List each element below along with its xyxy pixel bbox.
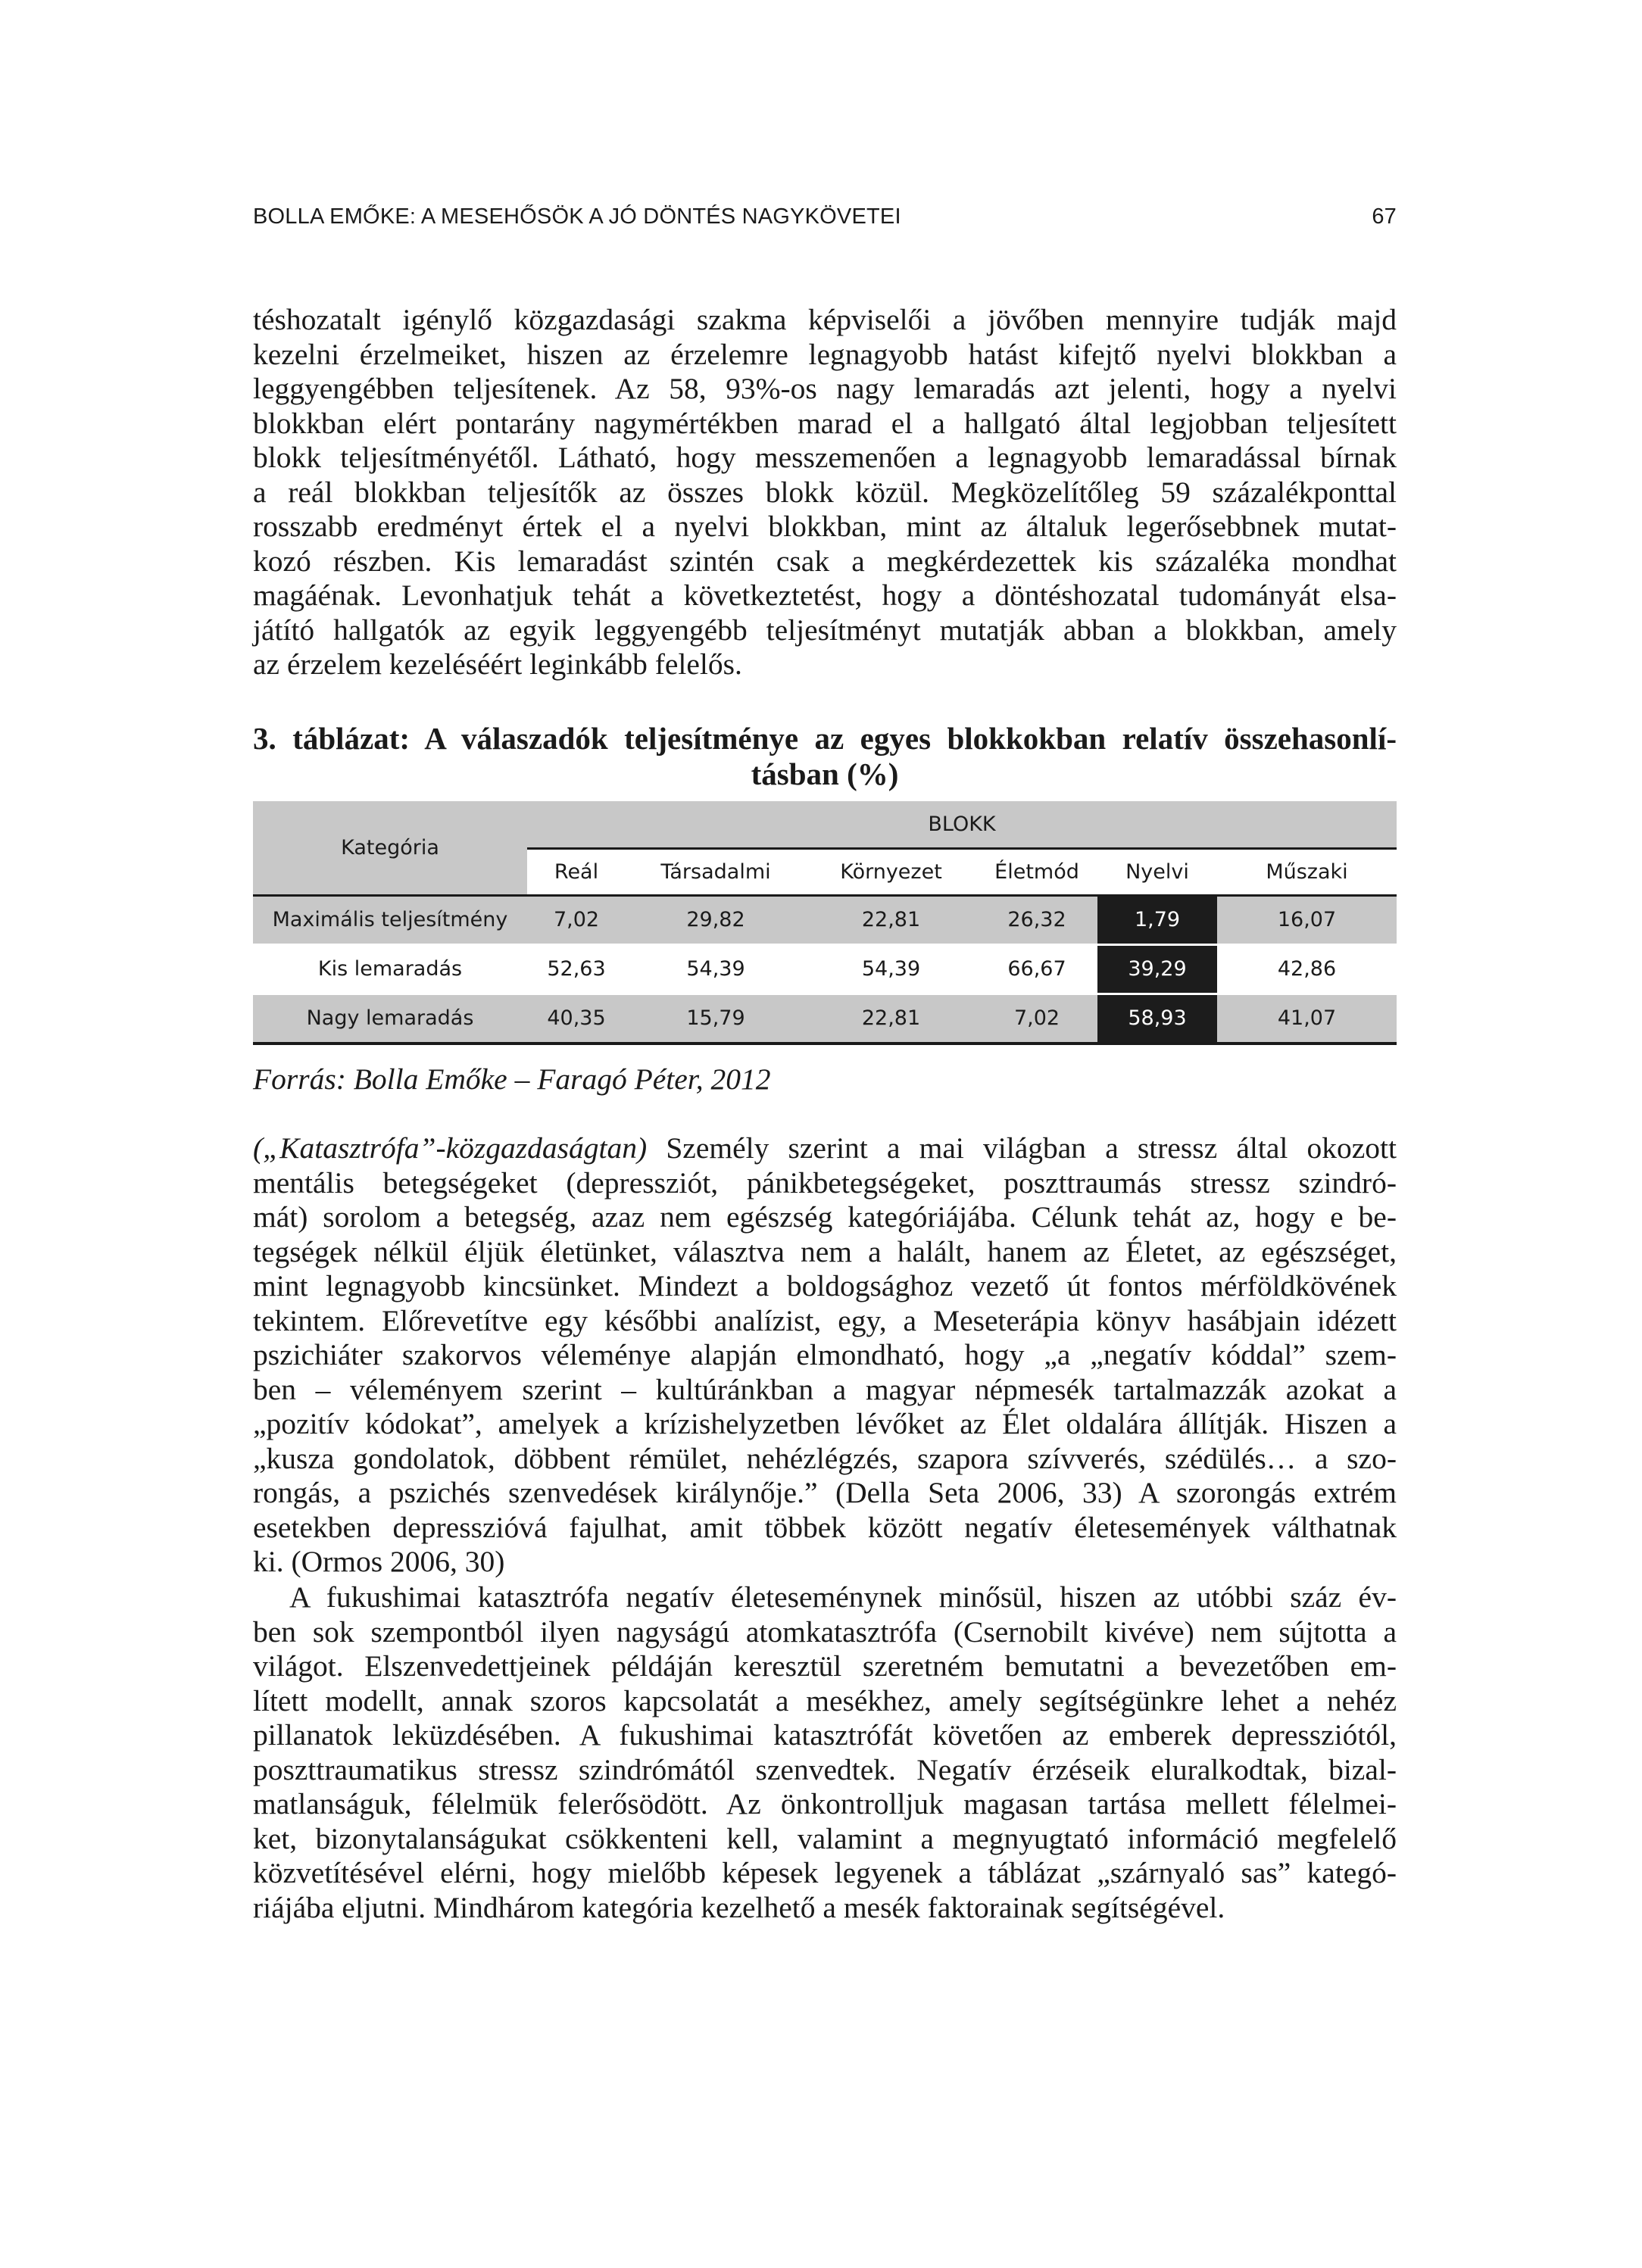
text-line: leggyengébben teljesítenek. Az 58, 93%-os nagy lemaradás azt jelenti, hogy a nyelvi: [253, 372, 1397, 405]
column-header-real: Reál: [527, 848, 626, 895]
text-line: a reál blokkban teljesítők az összes blokk közül. Megközelítőleg 59 százalékponttal: [253, 475, 1397, 509]
table-caption: [253, 721, 1397, 792]
text-line: mát) sorolom a betegség, azaz nem egészség kategóriájába. Célunk tehát az, hogy e be-: [253, 1200, 1397, 1234]
table-cell: 42,86: [1217, 944, 1397, 994]
table-cell: 41,07: [1217, 994, 1397, 1044]
text-line: közvetítésével elérni, hogy mielőbb képesek legyenek a táblázat „szárnyaló sas” kategó-: [253, 1856, 1397, 1889]
text-line: rongás, a pszichés szenvedések királynője.” (Della Seta 2006, 33) A szorongás extrém: [253, 1476, 1397, 1509]
column-header-eletmod: Életmód: [976, 848, 1097, 895]
text-line: „kusza gondolatok, döbbent rémület, nehézlégzés, szapora szívverés, szédülés… a szo-: [253, 1441, 1397, 1475]
table-cell: 16,07: [1217, 895, 1397, 944]
table-source: Forrás: Bolla Emőke – Faragó Péter, 2012: [253, 1062, 771, 1096]
table-caption-line-2: tásban (%): [751, 757, 899, 791]
text-line: téshozatalt igénylő közgazdasági szakma képviselői a jövőben mennyire tudják majd: [253, 303, 1397, 336]
paragraph-1: [253, 303, 1397, 682]
page-number: 67: [1372, 204, 1397, 229]
table-row: [253, 895, 1397, 944]
table-cell: 54,39: [806, 944, 976, 994]
text-line: pszichiáter szakorvos véleménye alapján elmondható, hogy „a „negatív kóddal” szem-: [253, 1338, 1397, 1371]
table-row: [253, 944, 1397, 994]
table-cell: 52,63: [527, 944, 626, 994]
table-caption-line-1: 3. táblázat: A válaszadók teljesítménye az egyes blokkokban relatív összehasonlí-: [253, 721, 1397, 756]
table-cell: 40,35: [527, 994, 626, 1044]
text-line: kozó részben. Kis lemaradást szintén csak a megkérdezettek kis százaléka mondhat: [253, 544, 1397, 578]
running-title: BOLLA EMŐKE: A MESEHŐSÖK A JÓ DÖNTÉS NAGYKÖVETEI: [253, 204, 901, 229]
category-header: Kategória: [253, 801, 527, 895]
running-header: [253, 204, 1397, 235]
table-cell: 66,67: [976, 944, 1097, 994]
table-cell: 54,39: [626, 944, 806, 994]
results-table: [253, 801, 1397, 1045]
text-line: ki. (Ormos 2006, 30): [253, 1545, 505, 1578]
text-line: kezelni érzelmeiket, hiszen az érzelemre legnagyobb hatást kifejtő nyelvi blokkban a: [253, 337, 1397, 371]
table-cell: 26,32: [976, 895, 1097, 944]
table-cell: 7,02: [527, 895, 626, 944]
highlighted-cell: 1,79: [1097, 895, 1217, 944]
row-label: Nagy lemaradás: [253, 994, 527, 1044]
text-line: ben sok szempontból ilyen nagyságú atomkatasztrófa (Csernobilt kivéve) nem sújtotta a: [253, 1614, 1397, 1649]
blokk-header: BLOKK: [527, 801, 1397, 848]
table-cell: 29,82: [626, 895, 806, 944]
text-line: magáénak. Levonhatjuk tehát a következtetést, hogy a döntéshozatal tudományát elsa-: [253, 579, 1397, 612]
table-cell: 22,81: [806, 895, 976, 944]
highlighted-cell: 58,93: [1097, 994, 1217, 1044]
text-line: esetekben depresszióvá fajulhat, amit többek között negatív életesemények válthatnak: [253, 1510, 1397, 1544]
column-header-nyelvi: Nyelvi: [1097, 848, 1217, 895]
text-line: tegségek nélkül éljük életünket, választva nem a halált, hanem az Életet, az egészséget,: [253, 1234, 1397, 1268]
text-line: A fukushimai katasztrófa negatív életeseménynek minősül, hiszen az utóbbi száz év-: [289, 1580, 1397, 1614]
text-line: riájába eljutni. Mindhárom kategória kezelhető a mesék faktorainak segítségével.: [253, 1890, 1225, 1924]
text-line: ben – véleményem szerint – kultúránkban a magyar népmesék tartalmazzák azokat a: [253, 1372, 1397, 1406]
table-cell: 7,02: [976, 994, 1097, 1044]
column-header-kornyezet: Környezet: [806, 848, 976, 895]
text-line: mentális betegségeket (depressziót, pánikbetegségeket, poszttraumás stressz szindró-: [253, 1165, 1397, 1200]
section-lead-italic: („Katasztrófa”-közgazdaságtan): [253, 1131, 648, 1165]
highlighted-cell: 39,29: [1097, 944, 1217, 994]
text-line: pillanatok leküzdésében. A fukushimai katasztrófát követően az emberek depressziótól,: [253, 1718, 1397, 1752]
text-line: lített modellt, annak szoros kapcsolatát a mesékhez, amely segítségünkre lehet a nehéz: [253, 1683, 1397, 1717]
text-line: tekintem. Előrevetítve egy későbbi analízist, egy, a Meseterápia könyv hasábjain idézett: [253, 1303, 1397, 1337]
text-line: „pozitív kódokat”, amelyek a krízishelyzetben lévőket az Élet oldalára állítják. Hiszen a: [253, 1407, 1397, 1440]
column-header-tarsadalmi: Társadalmi: [626, 848, 806, 895]
table-cell: 15,79: [626, 994, 806, 1044]
text-line: rosszabb eredményt értek el a nyelvi blokkban, mint az általuk legerősebbnek mutat-: [253, 510, 1397, 543]
text-line: ket, bizonytalanságukat csökkenteni kell, valamint a megnyugtató információ megfelelő: [253, 1821, 1397, 1855]
text-line: [253, 1131, 1397, 1166]
text-line-rest: Személy szerint a mai világban a stressz által okozott: [647, 1131, 1397, 1165]
table-row: [253, 994, 1397, 1044]
table-cell: 22,81: [806, 994, 976, 1044]
column-header-muszaki: Műszaki: [1217, 848, 1397, 895]
text-line: blokk teljesítményétől. Látható, hogy messzemenően a legnagyobb lemaradással bírnak: [253, 441, 1397, 474]
text-line: poszttraumatikus stressz szindrómától szenvedtek. Negatív érzéseik eluralkodtak, bizal-: [253, 1752, 1397, 1786]
text-line: az érzelem kezeléséért leginkább felelős.: [253, 647, 742, 681]
row-label: Maximális teljesítmény: [253, 895, 527, 944]
paragraph-3: [253, 1580, 1397, 1925]
text-line: matlanságuk, félelmük felerősödött. Az önkontrolljuk magasan tartása mellett félelmei-: [253, 1787, 1397, 1820]
text-line: mint legnagyobb kincsünket. Mindezt a boldogsághoz vezető út fontos mérföldkövének: [253, 1269, 1397, 1302]
row-label: Kis lemaradás: [253, 944, 527, 994]
text-line: blokkban elért pontarány nagymértékben marad el a hallgató által legjobban teljesített: [253, 406, 1397, 440]
text-line: világot. Elszenvedettjeinek példáján keresztül szeretném bemutatni a bevezetőben em-: [253, 1649, 1397, 1683]
text-line: játító hallgatók az egyik leggyengébb teljesítményt mutatják abban a blokkban, amely: [253, 613, 1397, 647]
paragraph-2: [253, 1131, 1397, 1580]
